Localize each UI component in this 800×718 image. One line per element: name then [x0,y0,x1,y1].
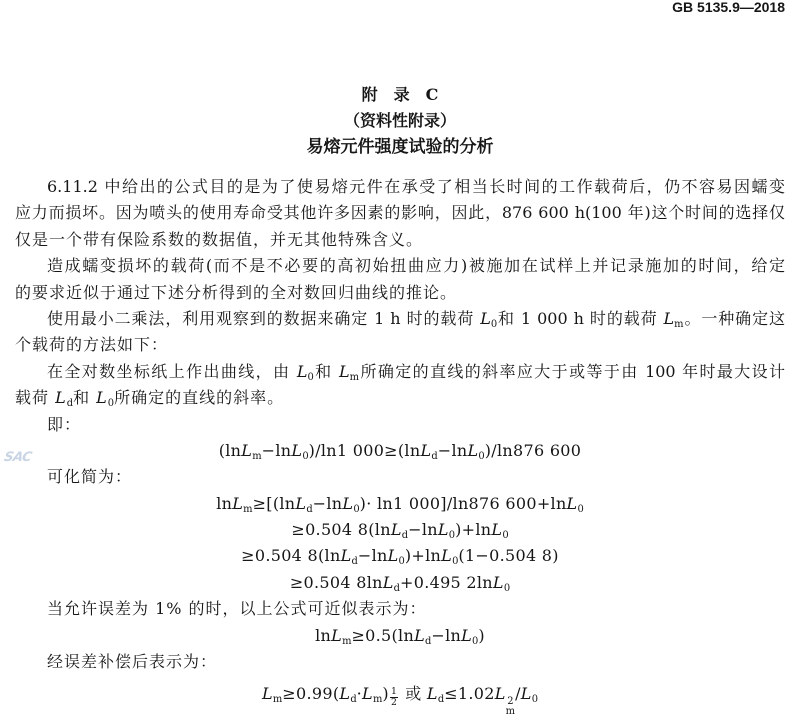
text-line [15,332,785,358]
variable [567,494,584,513]
label-approximation: 当允许误差为 1% 的时，以上公式可近似表示为： [47,599,427,619]
text-run: )/ln1 000≥(ln [308,440,421,460]
subscript: d [306,503,313,515]
appendix-title: 易熔元件强度试验的分析 [306,137,494,157]
text-run: (1−0.504 8) [458,546,559,566]
variable-symbol: L [492,572,504,592]
text-run: 所确定的直线的斜率。 [114,388,285,408]
variable-symbol: L [339,684,351,704]
variable [441,546,459,568]
variable [331,626,351,645]
variable [340,546,358,568]
subscript: m [252,450,262,462]
text-line [15,253,785,279]
subscript: 0 [577,503,584,515]
variable-symbol: L [480,308,491,328]
text-run: 造成蠕变损坏的载荷(而不是不必要的高初始扭曲应力)被施加在试样上并记录施加的时间，给定 [47,256,785,276]
variable-symbol: L [663,308,675,328]
text-run: ln [216,493,233,513]
subscript: 0 [353,503,360,515]
variable [426,684,445,706]
text-run: )· ln1 000]/ln876 600+ln [359,493,567,513]
paragraph-slope-condition [15,359,785,412]
text-run: −ln [408,520,438,540]
text-line [15,227,785,253]
variable-symbol: L [241,440,253,460]
formula-compensated [15,681,785,718]
variable-symbol: L [566,493,578,513]
text-run: 。一种确定这 [683,308,785,328]
fraction-numerator: 1 [390,685,397,697]
sac-watermark-logo: SAC [2,450,33,465]
text-run: / [515,684,521,704]
exponent-fraction [390,687,398,707]
variable [493,573,510,592]
subscript: d [431,450,438,462]
text-line [15,570,785,596]
variable-symbol: L [96,388,108,408]
variable [480,309,497,328]
variable-symbol: L [426,684,438,704]
variable [491,520,508,539]
variable [494,684,516,718]
text-line [15,359,785,385]
document-body [15,174,786,718]
variable [295,494,312,513]
text-line [15,623,785,649]
subscript: m [372,694,383,706]
text-line [15,385,785,411]
variable-symbol: L [467,440,479,460]
variable [261,684,283,706]
variable-symbol: L [491,520,503,540]
text-run: )/ln876 600 [484,440,582,460]
subscript: m [342,635,352,647]
subscript: 0 [503,582,511,594]
subscript: 0 [302,450,309,462]
document-number-header: GB 5135.9—2018 [672,0,785,15]
variable [232,494,252,513]
variable-symbol: L [295,493,307,513]
text-run: 使用最小二乘法，利用观察到的数据来确定 1 h 时的载荷 [47,308,481,328]
text-line [15,438,785,464]
formula-inequality [15,438,785,464]
text-run: ≥[(ln [252,493,296,513]
label-compensated: 经误差补偿后表示为： [47,652,218,672]
subscript: d [350,694,357,706]
subscript: 0 [502,529,509,541]
variable [339,684,357,706]
paragraph-creep-load [15,253,785,306]
text-line [15,200,785,226]
variable [291,441,308,460]
variable-symbol: L [362,684,373,704]
variable-symbol: L [387,546,399,566]
text-run: )+ln [455,520,492,540]
text-run: ln [315,625,332,645]
variable-symbol: L [331,625,343,645]
text-run: ≥0.5(ln [351,625,415,645]
subscript: d [393,582,401,594]
text-run: −ln [312,493,343,513]
variable-symbol: L [342,493,354,513]
variable [241,441,261,460]
variable [414,626,431,645]
text-run: 的要求近似于通过下述分析得到的全对数回归曲线的推论。 [15,282,458,302]
text-run: (ln [218,440,242,460]
formula-approximation [15,623,785,649]
subscript: 0 [490,318,498,330]
variable [342,494,359,513]
subscript: 0 [531,694,539,706]
variable [96,388,114,407]
subscript: m [674,318,684,330]
formula-simplified [15,491,785,597]
text-run: −ln [431,625,462,645]
text-line [15,174,785,200]
text-line [15,306,785,332]
text-run: 或 [399,684,427,704]
subscript: m [243,503,253,515]
paragraph-least-squares [15,306,785,359]
variable-symbol: L [441,546,453,566]
variable [55,388,73,407]
text-line [15,491,785,517]
variable [339,362,359,381]
subscript: d [66,397,74,409]
text-line [15,543,785,569]
variable-symbol: L [520,684,532,704]
subscript: d [425,635,432,647]
subscript: 0 [307,371,314,383]
variable-symbol: L [339,361,350,381]
text-run: ≥0.504 8(ln [241,546,341,566]
text-line [15,280,785,306]
text-run: +0.495 2ln [400,572,493,592]
variable-symbol: L [414,625,426,645]
subscript: 0 [478,450,485,462]
variable [387,546,405,568]
text-run: 和 [73,388,97,408]
variable [467,441,484,460]
text-run: −ln [437,440,468,460]
variable-symbol: L [55,388,67,408]
subscript: 0 [107,397,115,409]
superscript: 2 [507,695,514,707]
variable [520,684,539,706]
appendix-label: 附 录 C [361,85,439,104]
text-run: ≥0.504 8ln [289,572,383,592]
variable [438,520,455,539]
text-run: ) [478,625,485,645]
subscript: m [349,371,360,383]
text-run: ≤1.02 [444,684,495,704]
text-run: 6.11.2 中给出的公式目的是为了使易熔元件在承受了相当长时间的工作载荷后，仍不容易因蠕变 [47,177,785,196]
subscript: 0 [472,635,479,647]
subscript: d [351,556,358,568]
subscript: 0 [452,556,459,568]
text-run: 和 [313,361,340,381]
variable-symbol: L [420,440,432,460]
label-ie: 即： [47,414,82,434]
subscript: m [272,694,283,706]
variable [420,441,437,460]
script-stack [506,697,515,718]
text-run: ) [382,684,389,704]
variable-symbol: L [382,572,394,592]
paragraph-intro [15,174,785,253]
fraction-denominator: 2 [390,696,397,708]
text-run: 应力而损坏。因为喷头的使用寿命受其他许多因素的影响，因此，876 600 h(100 年)这个时间的选择仅 [15,203,785,223]
variable-symbol: L [390,520,402,540]
appendix-type: （资料性附录） [343,111,456,130]
text-run: 和 1 000 h 时的载荷 [497,308,664,328]
text-run: −ln [261,440,292,460]
text-line [15,681,785,718]
variable-symbol: L [494,684,506,704]
subscript: 0 [398,556,405,568]
variable [664,309,684,328]
subscript: m [505,706,516,718]
text-run: 在全对数坐标纸上作出曲线，由 [47,361,297,381]
variable-symbol: L [340,546,352,566]
variable-symbol: L [291,440,303,460]
text-run: 个载荷的方法如下： [15,335,169,355]
variable-symbol: L [461,625,473,645]
text-run: · [356,684,363,704]
variable [461,626,478,645]
text-run: 载荷 [15,388,56,408]
variable [297,362,314,381]
text-run: )+ln [404,546,442,566]
text-run: 所确定的直线的斜率应大于或等于由 100 年时最大设计 [359,361,786,381]
text-run: −ln [357,546,388,566]
text-run: ≥0.504 8(ln [291,520,391,540]
variable [362,684,383,706]
variable-symbol: L [232,493,244,513]
text-run: 仅是一个带有保险系数的数据值，并无其他特殊含义。 [15,229,424,249]
text-line [15,517,785,543]
label-simplify: 可化简为： [47,467,133,487]
subscript: d [437,694,445,706]
subscript: 0 [448,529,456,541]
variable [391,520,408,539]
variable-symbol: L [296,361,308,381]
variable-symbol: L [437,520,449,540]
variable [383,573,400,592]
variable-symbol: L [261,684,273,704]
text-run: ≥0.99( [282,684,340,704]
subscript: d [401,529,409,541]
